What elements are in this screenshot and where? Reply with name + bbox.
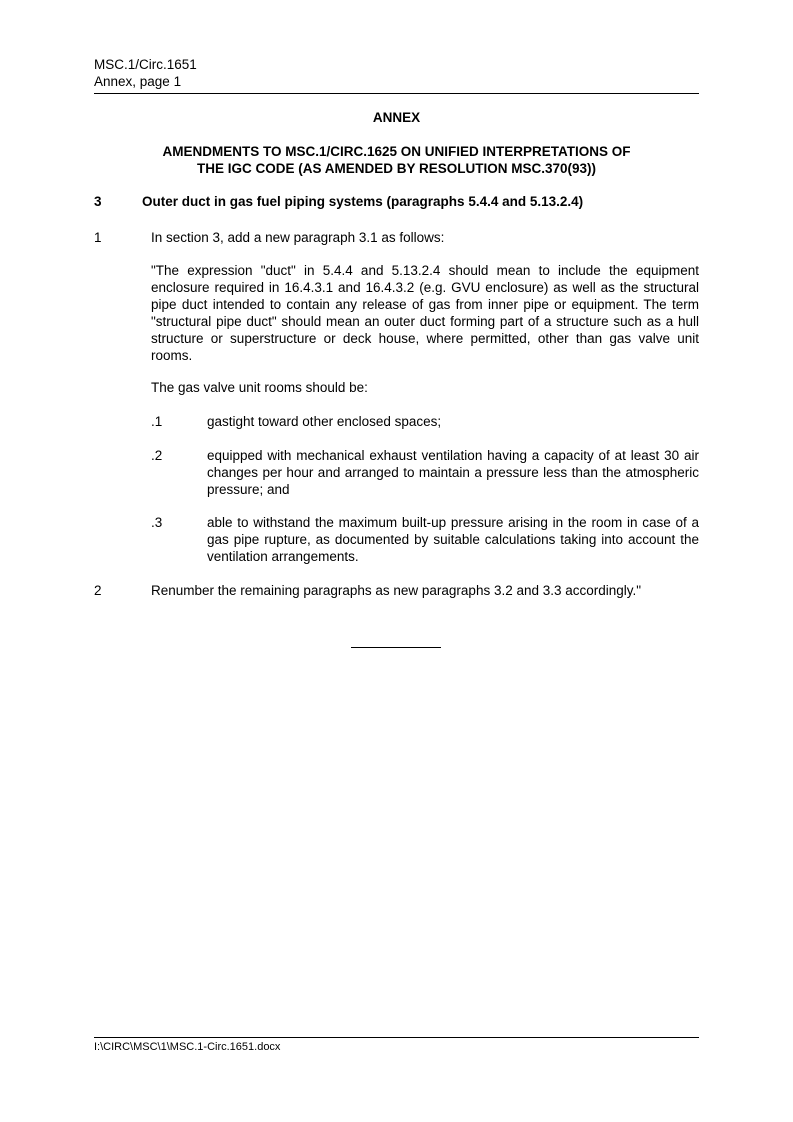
page-header [94,57,699,90]
list-item-text: able to withstand the maximum built-up pressure arising in the room in case of a gas pipe rupture, as documented by suitable calculations taking into account the ventilation arrangements. [207,515,699,564]
paragraph-1-number: 1 [94,230,102,245]
paragraph-2-text: Renumber the remaining paragraphs as new paragraphs 3.2 and 3.3 accordingly." [151,583,642,598]
quoted-definition: "The expression "duct" in 5.4.4 and 5.13.2.4 should mean to include the equipment enclosure required in 16.4.3.1 and 16.4.3.2 (e.g. GVU enclosure) as well as the structural pipe duct intended to contain any release of gas from inner pipe or equipment. The term "structural pipe duct" should mean an outer duct forming part of a structure such as a hull structure or superstructure or deck house, where permitted, other than gas valve unit rooms. [151,263,699,363]
section-number: 3 [94,194,102,209]
annex-subtitle [94,143,699,177]
list-item-marker: .1 [151,414,163,429]
end-of-text-rule [351,647,441,648]
list-item-marker: .2 [151,448,163,463]
paragraph-1-text: In section 3, add a new paragraph 3.1 as follows: [151,230,445,245]
header-divider [94,93,699,94]
document-reference: MSC.1/Circ.1651 [94,57,197,72]
page-reference: Annex, page 1 [94,73,182,89]
annex-subtitle-line1: AMENDMENTS TO MSC.1/CIRC.1625 ON UNIFIED INTERPRETATIONS OF [162,144,631,159]
footer-file-path: I:\CIRC\MSC\1\MSC.1-Circ.1651.docx [94,1041,281,1053]
list-item-text: equipped with mechanical exhaust ventilation having a capacity of at least 30 air changes per hour and arranged to maintain a pressure less than the atmospheric pressure; and [207,448,699,497]
list-item-text: gastight toward other enclosed spaces; [207,414,442,429]
list-item-marker: .3 [151,515,163,530]
annex-title: ANNEX [372,110,421,125]
section-title: Outer duct in gas fuel piping systems (paragraphs 5.4.4 and 5.13.2.4) [142,194,584,209]
paragraph-2-number: 2 [94,583,102,598]
footer-divider [94,1037,699,1038]
gvu-requirements-intro: The gas valve unit rooms should be: [151,380,368,395]
annex-subtitle-line2: THE IGC CODE (AS AMENDED BY RESOLUTION MSC.370(93)) [196,161,597,176]
